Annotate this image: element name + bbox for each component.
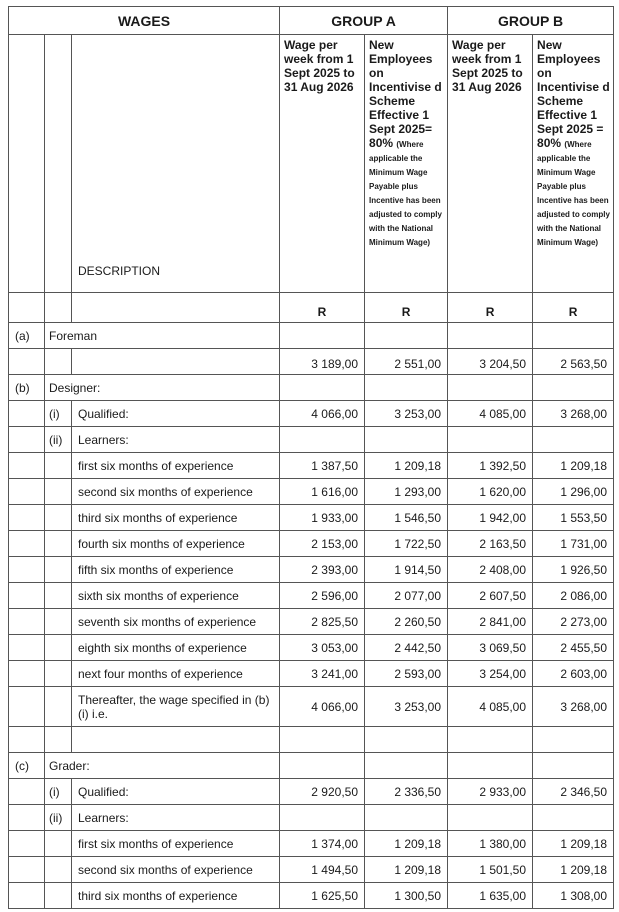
group-b-incentive-note: (Where applicable the Minimum Wage Payable plus Incentive has been adjusted to comply with the National Minimum Wage) [537,140,610,247]
value-cell: 1 926,50 [533,557,614,583]
value-cell: 2 153,00 [280,531,365,557]
blank-row [9,727,614,753]
value-cell: 3 053,00 [280,635,365,661]
row-description: next four months of experience [72,661,280,687]
sub-label: (i) [45,401,72,427]
table-row [9,687,614,727]
value-cell: 1 308,00 [533,883,614,909]
value-cell: 4 085,00 [448,687,533,727]
row-description: sixth six months of experience [72,583,280,609]
row-description: fifth six months of experience [72,557,280,583]
value-cell: 1 392,50 [448,453,533,479]
value-cell: 1 380,00 [448,831,533,857]
section-title: Designer: [45,375,280,401]
value-cell: 3 253,00 [365,687,448,727]
value-cell: 1 374,00 [280,831,365,857]
currency-label: R [365,293,448,323]
value-cell: 3 268,00 [533,687,614,727]
value-cell: 2 920,50 [280,779,365,805]
value-cell: 1 209,18 [365,857,448,883]
value-cell: 1 209,18 [365,453,448,479]
value-cell: 2 596,00 [280,583,365,609]
value-cell: 1 546,50 [365,505,448,531]
currency-label: R [280,293,365,323]
value-cell: 2 273,00 [533,609,614,635]
value-cell: 1 209,18 [533,453,614,479]
group-b-title: GROUP B [448,7,614,35]
value-cell: 1 731,00 [533,531,614,557]
description-header: DESCRIPTION [72,35,280,293]
value-cell: 1 553,50 [533,505,614,531]
value-cell: 3 254,00 [448,661,533,687]
row-description: Thereafter, the wage specified in (b)(i) i.e. [72,687,280,727]
group-b-incentive-main: New Employees on Incentivise d Scheme Effective 1 Sept 2025 = 80% [537,38,610,150]
value-cell: 3 069,50 [448,635,533,661]
value-cell: 1 387,50 [280,453,365,479]
section-title: Grader: [45,753,280,779]
table-row [9,583,614,609]
value-cell: 1 494,50 [280,857,365,883]
title-row [9,7,614,35]
section-title: Foreman [45,323,280,349]
group-a-incentive-header [365,35,448,293]
column-header-row [9,35,614,293]
wages-table [8,6,614,909]
value-cell: 2 393,00 [280,557,365,583]
table-row [9,505,614,531]
group-a-wage-header: Wage per week from 1 Sept 2025 to 31 Aug 2026 [280,35,365,293]
value-cell: 1 293,00 [365,479,448,505]
value-cell: 2 346,50 [533,779,614,805]
value-cell: 1 942,00 [448,505,533,531]
value-cell: 2 607,50 [448,583,533,609]
sub-label: (i) [45,779,72,805]
value-cell: 2 336,50 [365,779,448,805]
table-row [9,661,614,687]
value-cell: 1 914,50 [365,557,448,583]
value-cell: 3 241,00 [280,661,365,687]
value-cell: 2 408,00 [448,557,533,583]
value-cell: 1 616,00 [280,479,365,505]
value-cell: 2 603,00 [533,661,614,687]
value-cell: 2 077,00 [365,583,448,609]
section-label: (b) [9,375,45,401]
value-cell: 2 086,00 [533,583,614,609]
value-cell: 2 593,00 [365,661,448,687]
row-description: second six months of experience [72,479,280,505]
value-cell: 4 066,00 [280,687,365,727]
value-cell: 1 722,50 [365,531,448,557]
row-description: seventh six months of experience [72,609,280,635]
group-b-wage-header: Wage per week from 1 Sept 2025 to 31 Aug 2026 [448,35,533,293]
row-description: first six months of experience [72,453,280,479]
section-a-header [9,323,614,349]
value-cell: 2 825,50 [280,609,365,635]
value-cell: 1 501,50 [448,857,533,883]
table-row [9,883,614,909]
value-cell: 1 209,18 [533,857,614,883]
table-row [9,427,614,453]
value-cell: 2 933,00 [448,779,533,805]
currency-label: R [533,293,614,323]
value-cell: 3 268,00 [533,401,614,427]
row-description: fourth six months of experience [72,531,280,557]
table-row [9,557,614,583]
row-description: third six months of experience [72,883,280,909]
value-cell: 1 209,18 [533,831,614,857]
table-row [9,831,614,857]
group-a-incentive-note: (Where applicable the Minimum Wage Payable plus Incentive has been adjusted to comply with the National Minimum Wage) [369,140,442,247]
table-row [9,349,614,375]
value-cell: 2 563,50 [533,349,614,375]
value-cell: 2 163,50 [448,531,533,557]
value-cell: 1 209,18 [365,831,448,857]
table-row [9,609,614,635]
value-cell: 1 296,00 [533,479,614,505]
section-c-header [9,753,614,779]
table-row [9,479,614,505]
group-a-title: GROUP A [280,7,448,35]
value-cell: 4 066,00 [280,401,365,427]
row-description: third six months of experience [72,505,280,531]
table-row [9,857,614,883]
value-cell: 3 189,00 [280,349,365,375]
row-description: second six months of experience [72,857,280,883]
section-label: (a) [9,323,45,349]
row-description: Qualified: [72,401,280,427]
section-label: (c) [9,753,45,779]
section-b-header [9,375,614,401]
value-cell: 2 841,00 [448,609,533,635]
row-description: Learners: [72,427,280,453]
value-cell: 1 635,00 [448,883,533,909]
value-cell: 4 085,00 [448,401,533,427]
row-description: eighth six months of experience [72,635,280,661]
table-row [9,401,614,427]
value-cell: 3 204,50 [448,349,533,375]
value-cell: 1 620,00 [448,479,533,505]
table-row [9,531,614,557]
row-description: Learners: [72,805,280,831]
wages-title: WAGES [9,7,280,35]
value-cell: 2 260,50 [365,609,448,635]
sub-label: (ii) [45,805,72,831]
value-cell: 2 455,50 [533,635,614,661]
table-row [9,635,614,661]
value-cell: 1 625,50 [280,883,365,909]
group-a-incentive-main: New Employees on Incentivise d Scheme Effective 1 Sept 2025= 80% [369,38,442,150]
table-row [9,805,614,831]
value-cell: 2 442,50 [365,635,448,661]
value-cell: 2 551,00 [365,349,448,375]
value-cell: 1 933,00 [280,505,365,531]
value-cell: 1 300,50 [365,883,448,909]
group-b-incentive-header [533,35,614,293]
row-description: first six months of experience [72,831,280,857]
row-description: Qualified: [72,779,280,805]
currency-row [9,293,614,323]
currency-label: R [448,293,533,323]
table-row [9,779,614,805]
table-row [9,453,614,479]
sub-label: (ii) [45,427,72,453]
value-cell: 3 253,00 [365,401,448,427]
